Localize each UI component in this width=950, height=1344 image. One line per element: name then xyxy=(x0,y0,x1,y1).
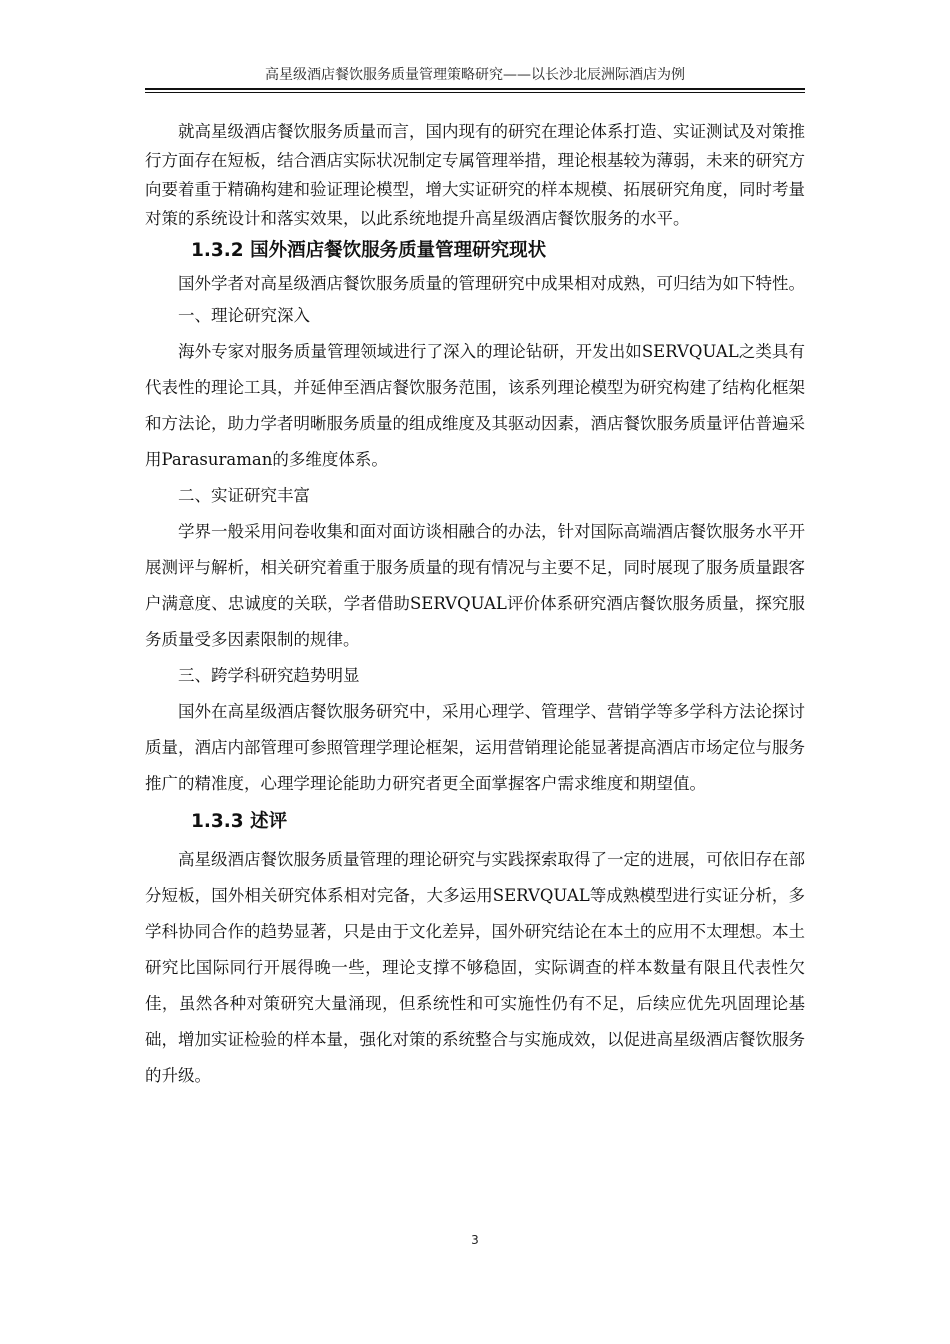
paragraph-interdisciplinary: 国外在高星级酒店餐饮服务研究中，采用心理学、管理学、营销学等多学科方法论探讨质量，酒店内部管理可参照管理学理论框架，运用营销理论能显著提高酒店市场定位与服务推广的精准度，心理学理论能助力研究者更全面掌握客户需求维度和期望值。 xyxy=(145,702,805,793)
body-text xyxy=(145,117,805,1094)
paragraph-review: 高星级酒店餐饮服务质量管理的理论研究与实践探索取得了一定的进展，可依旧存在部分短板，国外相关研究体系相对完备，大多运用SERVQUAL等成熟模型进行实证分析，多学科协同合作的趋势显著，只是由于文化差异，国外研究结论在本土的应用不太理想。本土研究比国际同行开展得晚一些，理论支撑不够稳固，实际调查的样本数量有限且代表性欠佳，虽然各种对策研究大量涌现，但系统性和可实施性仍有不足，后续应优先巩固理论基础，增加实证检验的样本量，强化对策的系统整合与实施成效，以促进高星级酒店餐饮服务的升级。 xyxy=(145,850,805,1085)
subheading-empirical: 二、实证研究丰富 xyxy=(178,486,310,505)
page-number: 3 xyxy=(471,1233,479,1247)
subheading-theory: 一、理论研究深入 xyxy=(178,306,310,325)
paragraph-domestic-summary: 就高星级酒店餐饮服务质量而言，国内现有的研究在理论体系打造、实证测试及对策推行方面存在短板，结合酒店实际状况制定专属管理举措，理论根基较为薄弱，未来的研究方向要着重于精确构建和验证理论模型，增大实证研究的样本规模、拓展研究角度，同时考量对策的系统设计和落实效果，以此系统地提升高星级酒店餐饮服务的水平。 xyxy=(145,122,805,228)
paragraph-theory: 海外专家对服务质量管理领域进行了深入的理论钻研，开发出如SERVQUAL之类具有代表性的理论工具，并延伸至酒店餐饮服务范围，该系列理论模型为研究构建了结构化框架和方法论，助力学者明晰服务质量的组成维度及其驱动因素，酒店餐饮服务质量评估普遍采用Parasuraman的多维度体系。 xyxy=(145,342,805,469)
heading-1-3-2: 1.3.2 国外酒店餐饮服务质量管理研究现状 xyxy=(191,240,547,261)
paragraph-empirical: 学界一般采用问卷收集和面对面访谈相融合的办法，针对国际高端酒店餐饮服务水平开展测评与解析，相关研究着重于服务质量的现有情况与主要不足，同时展现了服务质量跟客户满意度、忠诚度的关联，学者借助SERVQUAL评价体系研究酒店餐饮服务质量，探究服务质量受多因素限制的规律。 xyxy=(145,522,805,649)
paragraph-foreign-intro: 国外学者对高星级酒店餐饮服务质量的管理研究中成果相对成熟，可归结为如下特性。 xyxy=(178,274,805,293)
running-header: 高星级酒店餐饮服务质量管理策略研究——以长沙北辰洲际酒店为例 xyxy=(265,67,685,83)
header-rule-thick xyxy=(145,88,805,90)
header-rule-thin xyxy=(145,92,805,93)
heading-1-3-3: 1.3.3 述评 xyxy=(191,811,288,832)
subheading-interdisciplinary: 三、跨学科研究趋势明显 xyxy=(178,666,360,685)
